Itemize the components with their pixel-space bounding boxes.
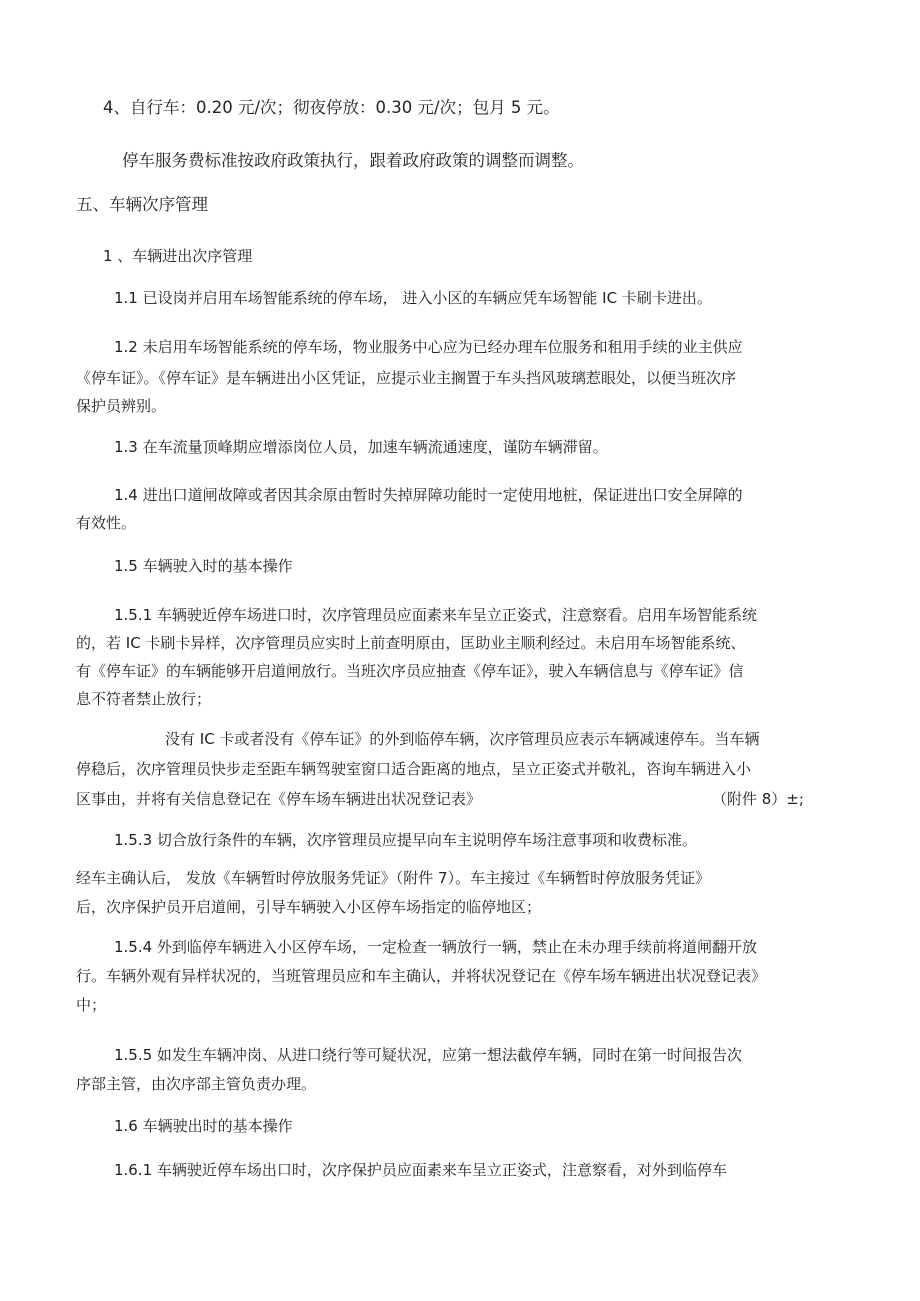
clause-1-5-5-line-1: 1.5.5 如发生车辆冲岗、从进口绕行等可疑状况，应第一想法截停车辆，同时在第一时间报告次 <box>114 1046 742 1064</box>
clause-1-2-line-1: 1.2 未启用车场智能系统的停车场，物业服务中心应为已经办理车位服务和租用手续的业主供应 <box>114 338 743 356</box>
clause-1-5-3-line-1: 1.5.3 切合放行条件的车辆，次序管理员应提早向车主说明停车场注意事项和收费标准。 <box>114 831 697 849</box>
clause-1-6-title: 1.6 车辆驶出时的基本操作 <box>114 1117 293 1135</box>
clause-1-5-3-line-3: 后，次序保护员开启道闸，引导车辆驶入小区停车场指定的临停地区； <box>76 898 542 916</box>
clause-1-5-3-line-2: 经车主确认后， 发放《车辆暂时停放服务凭证》（附件 7）。车主接过《车辆暂时停放服务凭证》 <box>76 869 711 887</box>
clause-1-3: 1.3 在车流量顶峰期应增添岗位人员，加速车辆流通速度，谨防车辆滞留。 <box>114 438 608 456</box>
clause-1-5-1-line-4: 息不符者禁止放行； <box>76 690 212 708</box>
clause-1-5-4-line-2: 行。车辆外观有异样状况的，当班管理员应和车主确认，并将状况登记在《停车场车辆进出状况登记表》 <box>76 967 767 985</box>
clause-1-5-1-line-2: 的，若 IC 卡刷卡异样，次序管理员应实时上前查明原由，匡助业主顺利经过。未启用车场智能系统、 <box>76 634 746 652</box>
clause-1-2-line-2: 《停车证》。《停车证》是车辆进出小区凭证，应提示业主搁置于车头挡风玻璃惹眼处，以便当班次序 <box>76 369 737 387</box>
clause-1-5-4-line-1: 1.5.4 外到临停车辆进入小区停车场，一定检查一辆放行一辆，禁止在未办理手续前将道闸翻开放 <box>114 938 757 956</box>
clause-1-4-line-2: 有效性。 <box>76 514 137 532</box>
fee-item-bicycle: 4、自行车：0.20 元/次；彻夜停放：0.30 元/次；包月 5 元。 <box>103 98 560 117</box>
clause-1-5-1-line-3: 有《停车证》的车辆能够开启道闸放行。当班次序员应抽查《停车证》，驶入车辆信息与《停车证》信 <box>76 662 744 680</box>
clause-1-6-1: 1.6.1 车辆驶近停车场出口时，次序保护员应面素来车呈立正姿式，注意察看，对外到临停车 <box>114 1161 727 1179</box>
clause-1-5-5-line-2: 序部主管，由次序部主管负责办理。 <box>76 1075 317 1093</box>
clause-no-ic-line-1: 没有 IC 卡或者没有《停车证》的外到临停车辆，次序管理员应表示车辆减速停车。当车辆 <box>165 730 760 748</box>
clause-1-4-line-1: 1.4 进出口道闸故障或者因其余原由暂时失掉屏障功能时一定使用地桩，保证进出口安全屏障的 <box>114 486 743 504</box>
subsection-1-title: 1 、车辆进出次序管理 <box>103 247 253 265</box>
clause-1-5-title: 1.5 车辆驶入时的基本操作 <box>114 557 293 575</box>
clause-1-5-4-line-3: 中； <box>76 996 107 1014</box>
section-5-title: 五、车辆次序管理 <box>76 195 208 214</box>
fee-policy-note: 停车服务费标准按政府政策执行，跟着政府政策的调整而调整。 <box>122 151 584 170</box>
clause-no-ic-line-3: 区事由，并将有关信息登记在《停车场车辆进出状况登记表》 <box>76 790 482 808</box>
attachment-8-ref: （附件 8）±; <box>712 790 804 808</box>
clause-1-5-1-line-1: 1.5.1 车辆驶近停车场进口时，次序管理员应面素来车呈立正姿式，注意察看。启用车场智能系统 <box>114 606 757 624</box>
clause-no-ic-line-2: 停稳后，次序管理员快步走至距车辆驾驶室窗口适合距离的地点，呈立正姿式并敬礼，咨询车辆进入小 <box>76 760 752 778</box>
clause-1-2-line-3: 保护员辨别。 <box>76 397 167 415</box>
clause-1-1: 1.1 已设岗并启用车场智能系统的停车场， 进入小区的车辆应凭车场智能 IC 卡刷卡进出。 <box>114 289 712 307</box>
